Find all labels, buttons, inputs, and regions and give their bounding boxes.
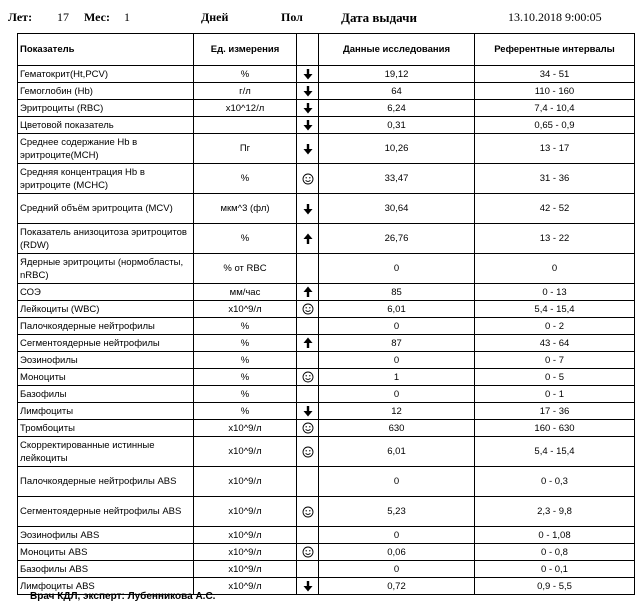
parameter-name: Лимфоциты	[18, 403, 194, 420]
flag-cell	[297, 369, 319, 386]
flag-cell	[297, 284, 319, 301]
parameter-name: Эозинофилы ABS	[18, 527, 194, 544]
col-header-unit: Ед. измерения	[194, 34, 297, 66]
flag-cell	[297, 134, 319, 164]
parameter-name: Гематокрит(Ht,PCV)	[18, 66, 194, 83]
table-row	[18, 467, 635, 497]
result-value: 33,47	[319, 164, 475, 194]
reference-range: 0	[475, 254, 635, 284]
reference-range: 0 - 5	[475, 369, 635, 386]
unit-cell: x10^9/л	[194, 301, 297, 318]
arrow-down-icon	[302, 68, 314, 80]
result-value: 1	[319, 369, 475, 386]
reference-range: 0 - 0,1	[475, 561, 635, 578]
result-value: 64	[319, 83, 475, 100]
unit-cell: %	[194, 352, 297, 369]
result-value: 0,31	[319, 117, 475, 134]
col-header-flag	[297, 34, 319, 66]
table-row	[18, 386, 635, 403]
age-months-label: Мес:	[84, 10, 110, 24]
flag-cell	[297, 254, 319, 284]
unit-cell: x10^9/л	[194, 544, 297, 561]
unit-cell: x10^9/л	[194, 420, 297, 437]
parameter-name: Базофилы ABS	[18, 561, 194, 578]
signature-line: Врач КДЛ, эксперт: Лубенникова А.С.	[30, 591, 216, 602]
result-value: 0,06	[319, 544, 475, 561]
reference-range: 13 - 17	[475, 134, 635, 164]
arrow-down-icon	[302, 119, 314, 131]
unit-cell: x10^9/л	[194, 578, 297, 595]
arrow-down-icon	[302, 143, 314, 155]
reference-range: 0,9 - 5,5	[475, 578, 635, 595]
reference-range: 43 - 64	[475, 335, 635, 352]
col-header-parameter: Показатель	[18, 34, 194, 66]
table-row	[18, 100, 635, 117]
flag-cell	[297, 66, 319, 83]
table-row	[18, 544, 635, 561]
smiley-icon	[302, 506, 314, 518]
flag-cell	[297, 420, 319, 437]
unit-cell: x10^12/л	[194, 100, 297, 117]
table-row	[18, 194, 635, 224]
table-row	[18, 83, 635, 100]
unit-cell: x10^9/л	[194, 497, 297, 527]
parameter-name: Показатель анизоцитоза эритроцитов (RDW)	[18, 224, 194, 254]
reference-range: 5,4 - 15,4	[475, 301, 635, 318]
unit-cell: x10^9/л	[194, 437, 297, 467]
flag-cell	[297, 561, 319, 578]
reference-range: 7,4 - 10,4	[475, 100, 635, 117]
arrow-down-icon	[302, 102, 314, 114]
parameter-name: Среднее содержание Hb в эритроците(MCH)	[18, 134, 194, 164]
age-years-value: 17	[57, 10, 69, 24]
table-row	[18, 284, 635, 301]
smiley-icon	[302, 371, 314, 383]
result-value: 6,01	[319, 301, 475, 318]
unit-cell: %	[194, 386, 297, 403]
table-row	[18, 420, 635, 437]
table-row	[18, 164, 635, 194]
arrow-up-icon	[302, 286, 314, 298]
parameter-name: Лимфоциты ABS	[18, 578, 194, 595]
flag-cell	[297, 497, 319, 527]
table-row	[18, 318, 635, 335]
parameter-name: Палочкоядерные нейтрофилы ABS	[18, 467, 194, 497]
unit-cell: %	[194, 164, 297, 194]
reference-range: 34 - 51	[475, 66, 635, 83]
table-row	[18, 403, 635, 420]
parameter-name: Скорректированные истинные лейкоциты	[18, 437, 194, 467]
flag-cell	[297, 100, 319, 117]
parameter-name: Базофилы	[18, 386, 194, 403]
reference-range: 5,4 - 15,4	[475, 437, 635, 467]
parameter-name: Палочкоядерные нейтрофилы	[18, 318, 194, 335]
unit-cell: %	[194, 403, 297, 420]
result-value: 0,72	[319, 578, 475, 595]
unit-cell: x10^9/л	[194, 467, 297, 497]
flag-cell	[297, 386, 319, 403]
result-value: 19,12	[319, 66, 475, 83]
table-row	[18, 437, 635, 467]
smiley-icon	[302, 446, 314, 458]
parameter-name: Моноциты	[18, 369, 194, 386]
unit-cell: мм/час	[194, 284, 297, 301]
table-row	[18, 352, 635, 369]
reference-range: 0 - 7	[475, 352, 635, 369]
unit-cell: %	[194, 66, 297, 83]
reference-range: 42 - 52	[475, 194, 635, 224]
flag-cell	[297, 194, 319, 224]
unit-cell: г/л	[194, 83, 297, 100]
reference-range: 0 - 0,8	[475, 544, 635, 561]
flag-cell	[297, 301, 319, 318]
smiley-icon	[302, 303, 314, 315]
parameter-name: СОЭ	[18, 284, 194, 301]
flag-cell	[297, 117, 319, 134]
flag-cell	[297, 403, 319, 420]
unit-cell: %	[194, 335, 297, 352]
result-value: 6,24	[319, 100, 475, 117]
reference-range: 31 - 36	[475, 164, 635, 194]
parameter-name: Цветовой показатель	[18, 117, 194, 134]
sex-label: Пол	[281, 10, 303, 24]
unit-cell: мкм^3 (фл)	[194, 194, 297, 224]
reference-range: 0,65 - 0,9	[475, 117, 635, 134]
table-row	[18, 134, 635, 164]
table-row	[18, 561, 635, 578]
result-value: 630	[319, 420, 475, 437]
reference-range: 17 - 36	[475, 403, 635, 420]
reference-range: 110 - 160	[475, 83, 635, 100]
parameter-name: Средний объём эритроцита (MCV)	[18, 194, 194, 224]
reference-range: 2,3 - 9,8	[475, 497, 635, 527]
flag-cell	[297, 544, 319, 561]
unit-cell: Пг	[194, 134, 297, 164]
parameter-name: Сегментоядерные нейтрофилы ABS	[18, 497, 194, 527]
unit-cell: %	[194, 224, 297, 254]
flag-cell	[297, 467, 319, 497]
result-value: 0	[319, 527, 475, 544]
result-value: 10,26	[319, 134, 475, 164]
age-days-label: Дней	[201, 10, 229, 24]
result-value: 0	[319, 352, 475, 369]
flag-cell	[297, 578, 319, 595]
arrow-down-icon	[302, 580, 314, 592]
arrow-down-icon	[302, 405, 314, 417]
parameter-name: Средняя концентрация Hb в эритроците (MCHC)	[18, 164, 194, 194]
table-row	[18, 224, 635, 254]
report-header	[0, 4, 638, 28]
unit-cell: % от RBC	[194, 254, 297, 284]
result-value: 30,64	[319, 194, 475, 224]
result-value: 0	[319, 467, 475, 497]
age-months-value: 1	[124, 10, 130, 24]
parameter-name: Лейкоциты (WBC)	[18, 301, 194, 318]
table-row	[18, 117, 635, 134]
smiley-icon	[302, 422, 314, 434]
smiley-icon	[302, 173, 314, 185]
reference-range: 0 - 0,3	[475, 467, 635, 497]
flag-cell	[297, 527, 319, 544]
reference-range: 0 - 1	[475, 386, 635, 403]
parameter-name: Эозинофилы	[18, 352, 194, 369]
reference-range: 160 - 630	[475, 420, 635, 437]
result-value: 5,23	[319, 497, 475, 527]
unit-cell: x10^9/л	[194, 527, 297, 544]
unit-cell: x10^9/л	[194, 561, 297, 578]
col-header-reference: Референтные интервалы	[475, 34, 635, 66]
flag-cell	[297, 83, 319, 100]
arrow-down-icon	[302, 203, 314, 215]
results-body	[18, 66, 635, 595]
parameter-name: Сегментоядерные нейтрофилы	[18, 335, 194, 352]
result-value: 26,76	[319, 224, 475, 254]
result-value: 6,01	[319, 437, 475, 467]
flag-cell	[297, 352, 319, 369]
result-value: 0	[319, 561, 475, 578]
lab-results-table	[17, 33, 635, 595]
table-row	[18, 335, 635, 352]
parameter-name: Эритроциты (RBC)	[18, 100, 194, 117]
flag-cell	[297, 318, 319, 335]
flag-cell	[297, 164, 319, 194]
flag-cell	[297, 335, 319, 352]
flag-cell	[297, 437, 319, 467]
age-years-label: Лет:	[8, 10, 33, 24]
result-value: 0	[319, 386, 475, 403]
table-row	[18, 254, 635, 284]
reference-range: 0 - 2	[475, 318, 635, 335]
table-row	[18, 369, 635, 386]
reference-range: 0 - 13	[475, 284, 635, 301]
result-value: 12	[319, 403, 475, 420]
table-row	[18, 301, 635, 318]
issue-datetime: 13.10.2018 9:00:05	[508, 10, 602, 24]
smiley-icon	[302, 546, 314, 558]
result-value: 87	[319, 335, 475, 352]
parameter-name: Тромбоциты	[18, 420, 194, 437]
table-header-row	[18, 34, 635, 66]
result-value: 85	[319, 284, 475, 301]
parameter-name: Гемоглобин (Hb)	[18, 83, 194, 100]
col-header-result: Данные исследования	[319, 34, 475, 66]
table-row	[18, 527, 635, 544]
reference-range: 0 - 1,08	[475, 527, 635, 544]
issue-date-label: Дата выдачи	[341, 10, 417, 25]
reference-range: 13 - 22	[475, 224, 635, 254]
result-value: 0	[319, 318, 475, 335]
arrow-up-icon	[302, 233, 314, 245]
unit-cell	[194, 117, 297, 134]
result-value: 0	[319, 254, 475, 284]
flag-cell	[297, 224, 319, 254]
table-row	[18, 497, 635, 527]
unit-cell: %	[194, 318, 297, 335]
unit-cell: %	[194, 369, 297, 386]
parameter-name: Моноциты ABS	[18, 544, 194, 561]
arrow-up-icon	[302, 337, 314, 349]
arrow-down-icon	[302, 85, 314, 97]
table-row	[18, 66, 635, 83]
parameter-name: Ядерные эритроциты (нормобласты, nRBC)	[18, 254, 194, 284]
